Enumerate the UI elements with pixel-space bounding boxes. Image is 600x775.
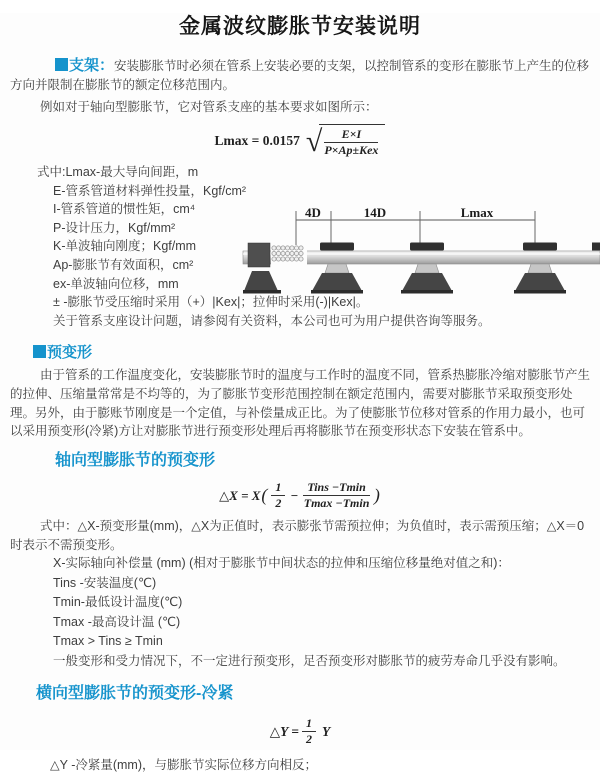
fraction-numerator: 1 [302,717,316,732]
fraction-numerator: 1 [271,481,285,496]
temperature-fraction [303,481,370,510]
guide-spacing-formula [10,124,590,157]
section-square-icon [55,58,68,71]
pipe-support-diagram [243,205,600,305]
cold-tighten-note: △Y -冷紧量(mm)，与膨胀节实际位移方向相反； [50,758,318,773]
service-note: 关于管系支座设计问题，请参阅有关资料，本公司也可为用户提供咨询等服务。 [53,313,491,328]
fraction-numerator: Tins −Tmin [303,481,370,496]
fatigue-note: 一般变形和受力情况下，不一定进行预变形，足否预变形对膨胀节的疲劳寿命几乎没有影响。 [53,653,566,668]
support-section-label: 支架： [69,57,115,74]
variable-item: Tmin-最低设计温度(℃) [53,595,183,610]
formula-lhs: △X = X [219,487,261,503]
predeform-section-heading [33,343,590,363]
half-fraction [271,481,285,510]
fraction-denominator: 2 [275,495,282,510]
axial-predeform-formula [10,481,590,510]
variable-item: Tins -安装温度(℃) [53,575,157,590]
plus-minus-note: ± -膨胀节受压缩时采用（+）|Kex|；拉伸时采用(-)|Kex|。 [53,295,369,310]
guide-support-1 [311,243,363,294]
dim-label-lmax: Lmax [460,205,494,220]
half-fraction [302,717,316,746]
fraction-denominator: P×Ap±Kex [324,143,379,157]
definition-item: K-单波轴向刚度；Kgf/mm [53,239,197,254]
dim-label-4d: 4D [305,205,321,220]
lateral-predeform-heading: 横向型膨胀节的预变形-冷紧 [36,685,234,703]
support-example-line: 例如对于轴向型膨胀节，它对管系支座的基本要求如图所示： [40,100,378,114]
fraction-numerator: E×I [324,128,378,143]
page-title: 金属波纹膨胀节安装说明 [179,15,421,38]
lateral-predeform-formula [10,717,590,746]
formula-lhs: △Y = [269,724,299,740]
definition-item: E-管系管道材料弹性投量，Kgf/cm² [53,183,247,198]
definition-item: 式中:Lmax-最大导向间距，m [37,165,199,179]
radicand [319,124,385,157]
fraction [324,128,378,157]
guide-support-3 [514,243,566,294]
left-paren: ( [261,484,268,505]
minus-operator: − [290,487,299,503]
formula-rhs: Y [321,724,331,740]
predeform-paragraph: 由于管系的工作温度变化，安装膨胀节时的温度与工作时的温度不同，管系热膨胀冷缩对膨胀节产生的拉伸、压缩量常常是不均等的，为了膨胀节变形范围控制在额定范围内，需要对膨胀节采取预变形处理。另外，由于膨账节刚度是一个定值，与补偿量成正比。为了使膨胀节位移对管系的作用力最小，也可以采用预变形(冷紧)方让对膨胀节进行预变形处理后再将膨胀节在预变形状态下安装在管系中。 [10,368,591,439]
guide-support-partial [592,243,600,251]
radical-sign-icon: √ [305,125,323,158]
bellows-section [271,245,307,270]
formula-lhs: Lmax = 0.0157 [214,133,300,148]
definition-item: Ap-膨胀节有效面积，cm² [53,257,194,272]
variable-item: X-实际轴向补偿量 (mm) (相对于膨胀节中间状态的拉伸和压缩位移量绝对值之和)： [53,556,510,571]
definition-item: I-管系管道的惯性矩，cm⁴ [53,202,196,217]
definition-item: ex-单波轴向位移，mm [53,276,179,291]
dim-label-14d: 14D [363,205,387,220]
axial-predeform-heading: 轴向型膨胀节的预变形 [55,451,216,469]
variable-item: Tmax -最高设计温 (℃) [53,614,181,629]
definition-item: P-设计压力，Kgf/mm² [53,220,176,235]
variable-item: Tmax > Tins ≥ Tmin [53,634,163,649]
fraction-denominator: 2 [305,732,312,747]
axial-formula-explanation: 式中：△X-预变形量(mm)，△X为正值时，表示膨张节需预拉伸；为负值时，表示需预压缩；△X＝0时表示不需预变形。 [10,518,585,552]
document-page [0,13,600,773]
radical-expression [306,124,386,157]
guide-support-2 [401,243,453,294]
predeform-heading-text: 预变形 [47,344,93,362]
support-intro-paragraph [10,56,590,95]
fraction-denominator: Tmax −Tmin [303,495,370,510]
support-intro-text: 安装膨胀节时必须在管系上安装必要的支架，以控制管系的变形在膨胀节上产生的位移方向并限制在膨胀节的额定位移范围内。 [10,59,590,92]
axial-variables-list [10,554,590,671]
section-square-icon [33,345,46,358]
right-paren: ) [373,484,380,505]
